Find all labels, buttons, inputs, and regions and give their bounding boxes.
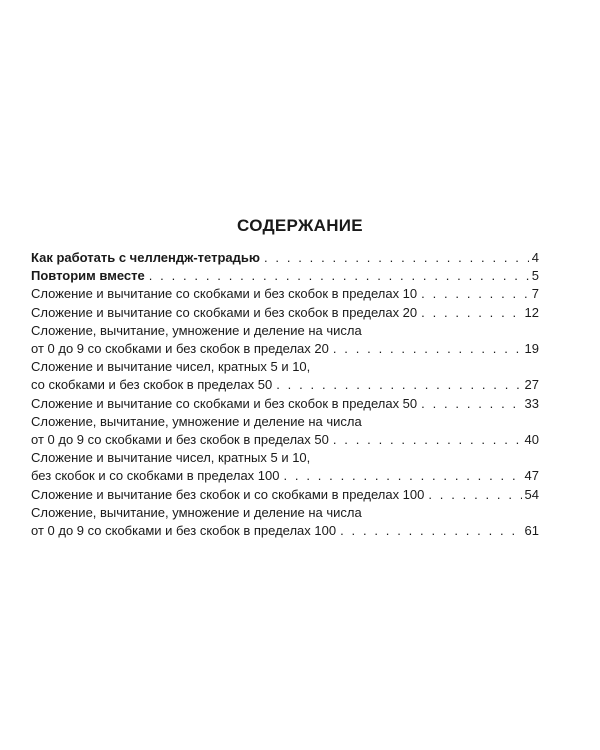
toc-page-number: 54 [524,486,539,502]
toc-page-number: 47 [524,468,539,484]
toc-entry-line [31,267,539,285]
toc-entry-text: без скобок и со скобками в пределах 100 [31,468,280,484]
dot-leader [428,486,521,504]
dot-leader [340,522,521,540]
toc-entry-text: Сложение и вычитание со скобками и без скобок в пределах 20 [31,304,418,320]
dot-leader [421,304,521,322]
toc-entry-line [31,431,539,449]
toc-entry [31,322,539,358]
toc-entry-line [31,486,539,504]
toc-entry-text: Сложение и вычитание без скобок и со скобками в пределах 100 [31,486,425,502]
toc-entry-text: Как работать с челлендж-тетрадью [31,250,260,265]
toc-entry-text: Сложение и вычитание со скобками и без скобок в пределах 50 [31,395,418,411]
toc-entry-text: Повторим вместе [31,268,145,284]
toc-entry [31,486,539,504]
toc-entry-text: от 0 до 9 со скобками и без скобок в пределах 50 [31,432,329,448]
toc-entry-text: Сложение и вычитание со скобками и без скобок в пределах 10 [31,286,418,302]
toc-entry [31,449,539,485]
toc-entry-line [31,376,539,394]
toc-entry [31,504,539,540]
toc-page-number: 61 [524,523,539,539]
toc-entry [31,413,539,449]
toc-title: СОДЕРЖАНИЕ [237,216,363,235]
dot-leader [264,249,529,267]
toc-entry-text: Сложение, вычитание, умножение и деление на числа [31,413,362,429]
toc-entry-line [31,340,539,358]
toc-entry-line [31,395,539,413]
dot-leader [333,340,522,358]
toc-entry [31,285,539,303]
toc-entry-line [31,249,539,267]
toc-page-number: 19 [524,341,539,357]
dot-leader [333,431,522,449]
toc-page-number: 7 [531,286,539,302]
toc-entry-text: от 0 до 9 со скобками и без скобок в пределах 20 [31,341,329,357]
toc-entry-text: Сложение, вычитание, умножение и деление на числа [31,322,362,338]
toc-entry-line [31,285,539,303]
dot-leader [149,267,529,285]
toc-page-number: 27 [524,377,539,393]
toc-page-number: 12 [524,304,539,320]
toc-entry-text: от 0 до 9 со скобками и без скобок в пределах 100 [31,523,337,539]
dot-leader [283,467,521,485]
dot-leader [276,376,521,394]
toc-entry-line [31,522,539,540]
dot-leader [421,285,529,303]
toc-page-number: 5 [531,268,539,284]
toc-page-number: 40 [524,432,539,448]
table-of-contents [31,249,539,540]
toc-entry-line [31,467,539,485]
toc-entry-text: Сложение и вычитание чисел, кратных 5 и 10, [31,359,311,375]
toc-entry [31,249,539,267]
dot-leader [421,395,521,413]
toc-entry [31,267,539,285]
toc-page-number: 4 [531,250,539,265]
toc-entry-text: со скобками и без скобок в пределах 50 [31,377,273,393]
toc-page-number: 33 [524,395,539,411]
toc-entry-text: Сложение и вычитание чисел, кратных 5 и 10, [31,450,311,466]
toc-entry [31,395,539,413]
toc-entry-line [31,304,539,322]
toc-entry [31,358,539,394]
toc-entry-text: Сложение, вычитание, умножение и деление на числа [31,504,362,520]
toc-entry [31,304,539,322]
